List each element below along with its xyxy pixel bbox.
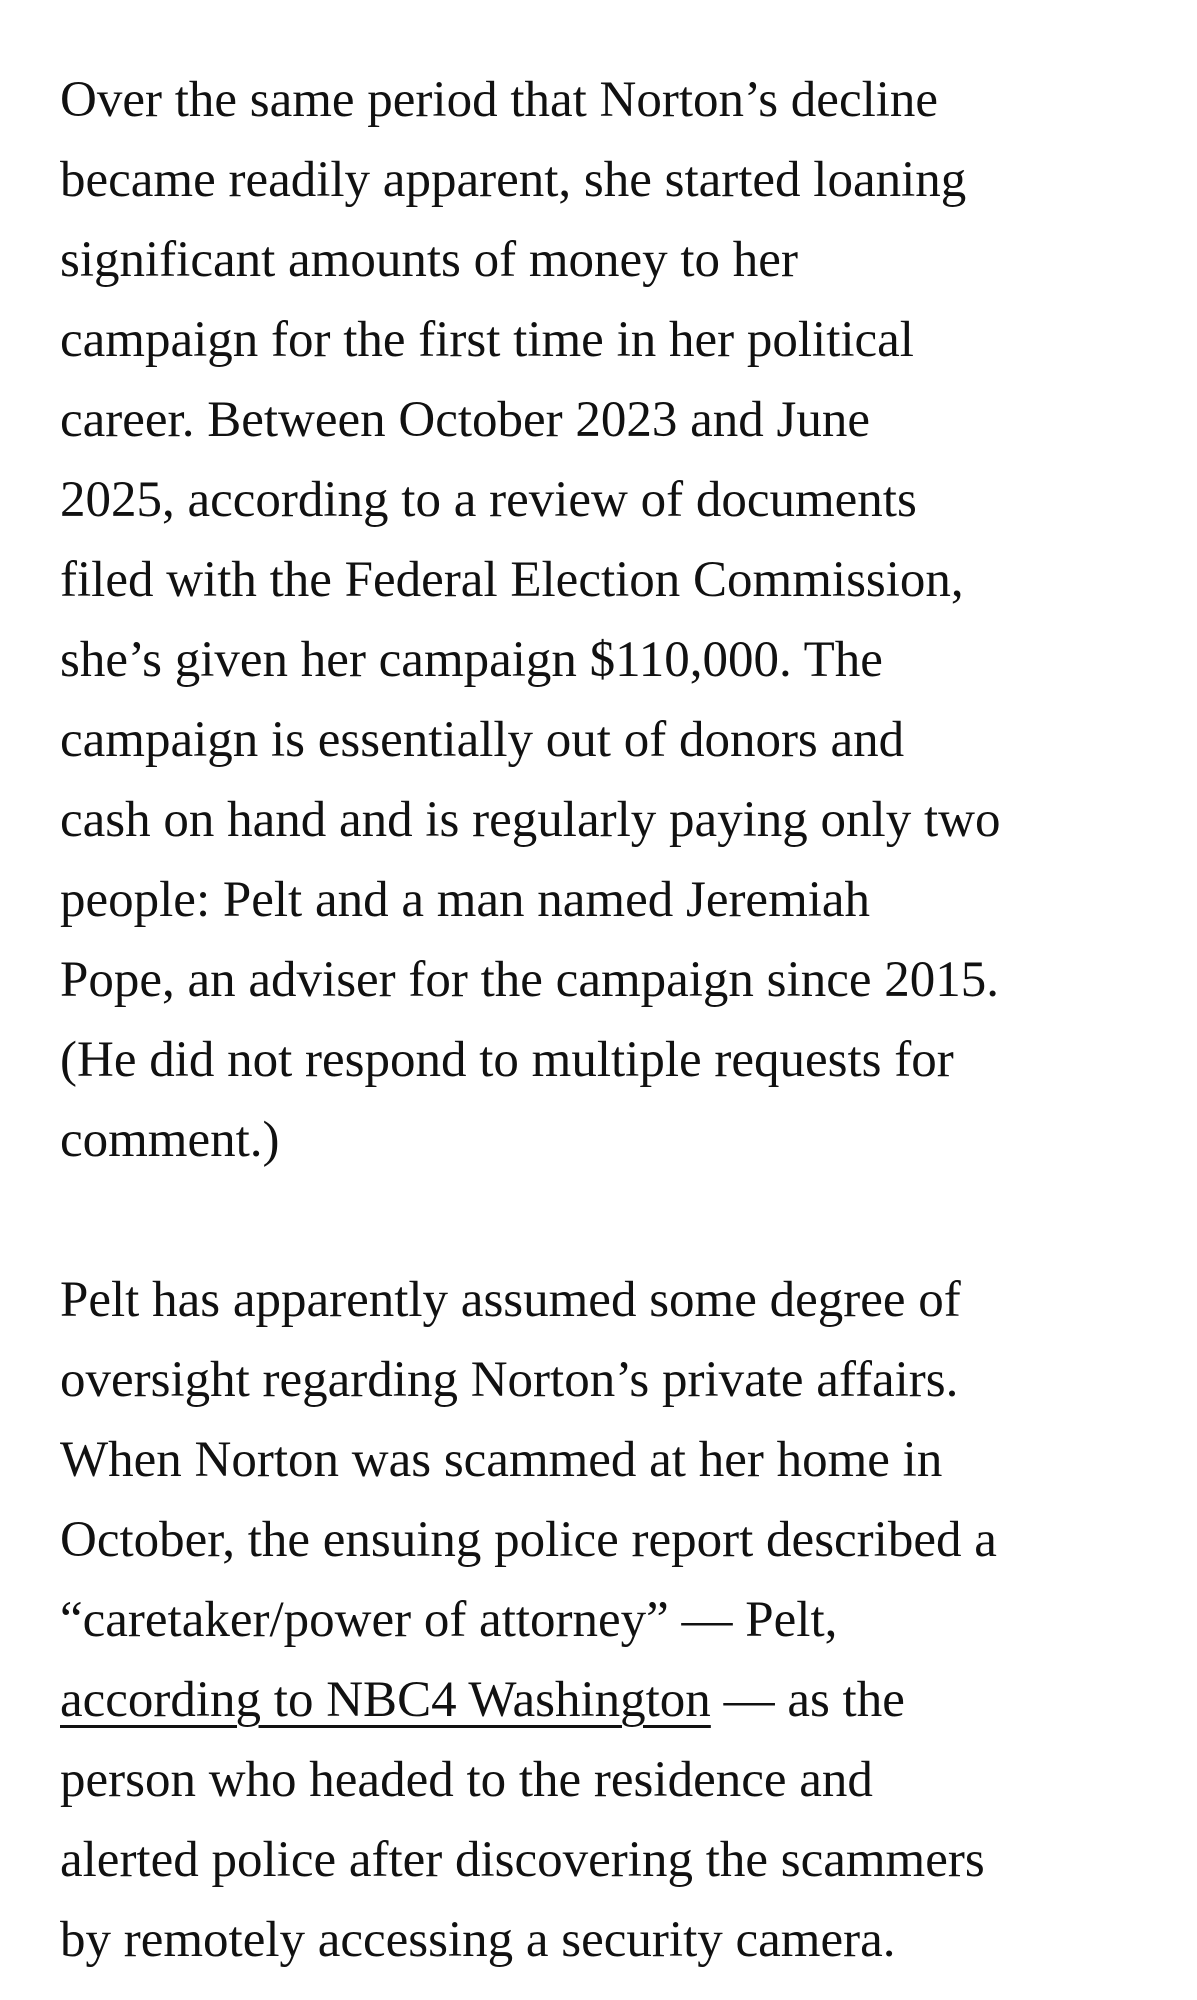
article-body [60,60,1160,1980]
nbc4-washington-link[interactable]: according to NBC4 Washington [60,1672,711,1728]
text-line: comment.) [60,1112,280,1168]
text-line: by remotely accessing a security camera. [60,1912,896,1968]
link-trailing-text: — as the [710,1672,905,1728]
text-line: alerted police after discovering the scammers [60,1832,985,1888]
text-line: Over the same period that Norton’s decline [60,72,939,128]
text-line: oversight regarding Norton’s private affairs. [60,1352,959,1408]
text-line: became readily apparent, she started loaning [60,152,967,208]
text-line: When Norton was scammed at her home in [60,1432,943,1488]
text-line: Pelt has apparently assumed some degree of [60,1272,961,1328]
text-line: campaign is essentially out of donors and [60,712,905,768]
text-line: (He did not respond to multiple requests for [60,1032,954,1088]
text-line: career. Between October 2023 and June [60,392,870,448]
text-line-with-link [60,1660,1160,1740]
text-line: significant amounts of money to her [60,232,798,288]
text-line: October, the ensuing police report described a [60,1512,997,1568]
text-line: Pope, an adviser for the campaign since 2015. [60,952,999,1008]
text-line: “caretaker/power of attorney” — Pelt, [60,1592,838,1648]
paragraph [60,60,1160,1180]
text-line: campaign for the first time in her political [60,312,914,368]
text-line: she’s given her campaign $110,000. The [60,632,883,688]
text-line: people: Pelt and a man named Jeremiah [60,872,871,928]
text-line: person who headed to the residence and [60,1752,873,1808]
paragraph [60,1260,1160,1980]
text-line: filed with the Federal Election Commission, [60,552,964,608]
text-line: 2025, according to a review of documents [60,472,917,528]
text-line: cash on hand and is regularly paying only two [60,792,1001,848]
